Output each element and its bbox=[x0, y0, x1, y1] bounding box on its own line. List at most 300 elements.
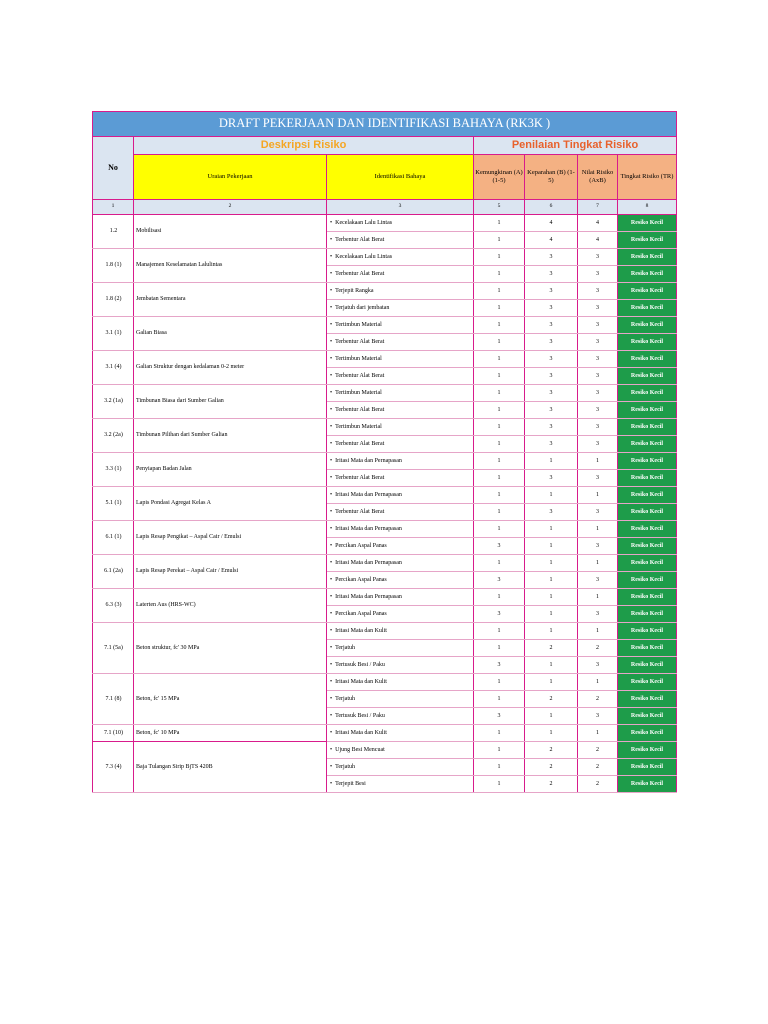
table-row bbox=[93, 351, 677, 368]
work-description: Jembatan Sementara bbox=[134, 283, 327, 317]
risk-value: 3 bbox=[578, 351, 618, 368]
severity-value: 3 bbox=[525, 283, 578, 300]
bullet-icon: • bbox=[330, 406, 333, 413]
table-row bbox=[93, 419, 677, 436]
likelihood-value: 1 bbox=[474, 283, 525, 300]
severity-value: 3 bbox=[525, 385, 578, 402]
bullet-icon: • bbox=[330, 610, 333, 617]
risk-level-badge: Resiko Kecil bbox=[618, 334, 677, 351]
likelihood-value: 1 bbox=[474, 521, 525, 538]
likelihood-value: 1 bbox=[474, 351, 525, 368]
risk-value: 1 bbox=[578, 623, 618, 640]
risk-level-badge: Resiko Kecil bbox=[618, 640, 677, 657]
likelihood-value: 1 bbox=[474, 368, 525, 385]
header-kemungkinan: Kemungkinan (A) (1-5) bbox=[474, 155, 525, 200]
work-description: Lapis Resap Pengikat – Aspal Cair / Emulsi bbox=[134, 521, 327, 555]
hazard-cell bbox=[327, 504, 474, 521]
likelihood-value: 3 bbox=[474, 708, 525, 725]
work-description: Baja Tulangan Sirip BjTS 420B bbox=[134, 742, 327, 793]
risk-level-badge: Resiko Kecil bbox=[618, 317, 677, 334]
severity-value: 3 bbox=[525, 334, 578, 351]
severity-value: 1 bbox=[525, 708, 578, 725]
item-code: 1.8 (1) bbox=[93, 249, 134, 283]
bullet-icon: • bbox=[330, 270, 333, 277]
bullet-icon: • bbox=[330, 559, 333, 566]
hazard-label: Terjepit Rangka bbox=[335, 287, 374, 294]
severity-value: 2 bbox=[525, 691, 578, 708]
risk-value: 1 bbox=[578, 589, 618, 606]
item-code: 6.1 (1) bbox=[93, 521, 134, 555]
bullet-icon: • bbox=[330, 423, 333, 430]
risk-value: 1 bbox=[578, 725, 618, 742]
likelihood-value: 1 bbox=[474, 759, 525, 776]
hazard-cell bbox=[327, 215, 474, 232]
hazard-cell bbox=[327, 317, 474, 334]
hazard-cell bbox=[327, 759, 474, 776]
work-description: Beton struktur, fc' 30 MPa bbox=[134, 623, 327, 674]
item-code: 6.1 (2a) bbox=[93, 555, 134, 589]
bullet-icon: • bbox=[330, 525, 333, 532]
bullet-icon: • bbox=[330, 576, 333, 583]
severity-value: 3 bbox=[525, 470, 578, 487]
hazard-label: Tertimbun Material bbox=[335, 389, 382, 396]
table-row bbox=[93, 249, 677, 266]
severity-value: 1 bbox=[525, 623, 578, 640]
bullet-icon: • bbox=[330, 508, 333, 515]
bullet-icon: • bbox=[330, 746, 333, 753]
severity-value: 4 bbox=[525, 232, 578, 249]
risk-level-badge: Resiko Kecil bbox=[618, 657, 677, 674]
bullet-icon: • bbox=[330, 389, 333, 396]
work-description: Penyiapan Badan Jalan bbox=[134, 453, 327, 487]
hazard-cell bbox=[327, 436, 474, 453]
risk-value: 1 bbox=[578, 555, 618, 572]
hazard-label: Terbentur Alat Berat bbox=[335, 508, 385, 515]
work-description: Timbunan Biasa dari Sumber Galian bbox=[134, 385, 327, 419]
severity-value: 2 bbox=[525, 776, 578, 793]
risk-level-badge: Resiko Kecil bbox=[618, 538, 677, 555]
severity-value: 1 bbox=[525, 589, 578, 606]
bullet-icon: • bbox=[330, 712, 333, 719]
hazard-cell bbox=[327, 351, 474, 368]
risk-value: 3 bbox=[578, 436, 618, 453]
hazard-cell bbox=[327, 300, 474, 317]
table-row bbox=[93, 725, 677, 742]
hazard-label: Iritasi Mata dan Pernapasan bbox=[335, 559, 402, 566]
severity-value: 1 bbox=[525, 555, 578, 572]
risk-level-badge: Resiko Kecil bbox=[618, 351, 677, 368]
risk-value: 3 bbox=[578, 504, 618, 521]
item-code: 3.3 (1) bbox=[93, 453, 134, 487]
hazard-cell bbox=[327, 487, 474, 504]
bullet-icon: • bbox=[330, 457, 333, 464]
header-uraian: Uraian Pekerjaan bbox=[134, 155, 327, 200]
risk-value: 1 bbox=[578, 487, 618, 504]
hazard-label: Terbentur Alat Berat bbox=[335, 270, 385, 277]
bullet-icon: • bbox=[330, 287, 333, 294]
bullet-icon: • bbox=[330, 542, 333, 549]
work-description: Galian Struktur dengan kedalaman 0-2 meter bbox=[134, 351, 327, 385]
bullet-icon: • bbox=[330, 780, 333, 787]
risk-value: 3 bbox=[578, 470, 618, 487]
risk-value: 3 bbox=[578, 385, 618, 402]
severity-value: 1 bbox=[525, 538, 578, 555]
risk-value: 3 bbox=[578, 572, 618, 589]
severity-value: 2 bbox=[525, 742, 578, 759]
hazard-cell bbox=[327, 470, 474, 487]
hazard-label: Terjatuh bbox=[335, 763, 356, 770]
hazard-cell bbox=[327, 555, 474, 572]
likelihood-value: 1 bbox=[474, 674, 525, 691]
header-keparahan: Keparahan (B) (1-5) bbox=[525, 155, 578, 200]
severity-value: 1 bbox=[525, 521, 578, 538]
risk-level-badge: Resiko Kecil bbox=[618, 742, 677, 759]
bullet-icon: • bbox=[330, 695, 333, 702]
hazard-cell bbox=[327, 606, 474, 623]
severity-value: 3 bbox=[525, 351, 578, 368]
item-code: 5.1 (1) bbox=[93, 487, 134, 521]
table-row bbox=[93, 674, 677, 691]
severity-value: 3 bbox=[525, 504, 578, 521]
bullet-icon: • bbox=[330, 644, 333, 651]
risk-level-badge: Resiko Kecil bbox=[618, 470, 677, 487]
likelihood-value: 1 bbox=[474, 317, 525, 334]
severity-value: 1 bbox=[525, 725, 578, 742]
likelihood-value: 1 bbox=[474, 623, 525, 640]
table-row bbox=[93, 521, 677, 538]
hazard-cell bbox=[327, 640, 474, 657]
risk-value: 3 bbox=[578, 657, 618, 674]
severity-value: 3 bbox=[525, 402, 578, 419]
column-index: 3 bbox=[327, 200, 474, 215]
hazard-cell bbox=[327, 249, 474, 266]
hazard-cell bbox=[327, 742, 474, 759]
hazard-label: Kecelakaan Lalu Lintas bbox=[335, 219, 393, 226]
likelihood-value: 3 bbox=[474, 538, 525, 555]
hazard-label: Iritasi Mata dan Pernapasan bbox=[335, 525, 402, 532]
risk-value: 4 bbox=[578, 232, 618, 249]
likelihood-value: 1 bbox=[474, 725, 525, 742]
risk-value: 2 bbox=[578, 759, 618, 776]
hazard-label: Tertimbun Material bbox=[335, 423, 382, 430]
risk-level-badge: Resiko Kecil bbox=[618, 759, 677, 776]
risk-level-badge: Resiko Kecil bbox=[618, 572, 677, 589]
likelihood-value: 1 bbox=[474, 691, 525, 708]
hazard-label: Terjatuh dari jembatan bbox=[335, 304, 390, 311]
likelihood-value: 1 bbox=[474, 470, 525, 487]
hazard-cell bbox=[327, 623, 474, 640]
work-description: Lapis Pondasi Agregat Kelas A bbox=[134, 487, 327, 521]
severity-value: 1 bbox=[525, 674, 578, 691]
risk-level-badge: Resiko Kecil bbox=[618, 504, 677, 521]
hazard-cell bbox=[327, 725, 474, 742]
risk-level-badge: Resiko Kecil bbox=[618, 708, 677, 725]
bullet-icon: • bbox=[330, 491, 333, 498]
table-row bbox=[93, 742, 677, 759]
likelihood-value: 3 bbox=[474, 572, 525, 589]
severity-value: 3 bbox=[525, 419, 578, 436]
table-row bbox=[93, 385, 677, 402]
bullet-icon: • bbox=[330, 338, 333, 345]
hazard-label: Terbentur Alat Berat bbox=[335, 338, 385, 345]
bullet-icon: • bbox=[330, 219, 333, 226]
work-description: Galian Biasa bbox=[134, 317, 327, 351]
risk-level-badge: Resiko Kecil bbox=[618, 776, 677, 793]
hazard-label: Percikan Aspal Panas bbox=[335, 542, 387, 549]
column-index: 5 bbox=[474, 200, 525, 215]
severity-value: 3 bbox=[525, 436, 578, 453]
risk-level-badge: Resiko Kecil bbox=[618, 521, 677, 538]
hazard-label: Terbentur Alat Berat bbox=[335, 474, 385, 481]
hazard-cell bbox=[327, 589, 474, 606]
hazard-label: Kecelakaan Lalu Lintas bbox=[335, 253, 393, 260]
hazard-label: Terjepit Besi bbox=[335, 780, 366, 787]
hazard-cell bbox=[327, 521, 474, 538]
risk-value: 3 bbox=[578, 708, 618, 725]
hazard-cell bbox=[327, 266, 474, 283]
likelihood-value: 1 bbox=[474, 266, 525, 283]
hazard-cell bbox=[327, 368, 474, 385]
table-title: DRAFT PEKERJAAN DAN IDENTIFIKASI BAHAYA (RK3K ) bbox=[93, 112, 677, 137]
risk-level-badge: Resiko Kecil bbox=[618, 555, 677, 572]
hazard-label: Terbentur Alat Berat bbox=[335, 372, 385, 379]
work-description: Lapis Resap Perekat – Aspal Cair / Emulsi bbox=[134, 555, 327, 589]
risk-level-badge: Resiko Kecil bbox=[618, 385, 677, 402]
severity-value: 2 bbox=[525, 640, 578, 657]
hazard-label: Tertusuk Besi / Paku bbox=[335, 712, 385, 719]
item-code: 7.1 (8) bbox=[93, 674, 134, 725]
risk-value: 3 bbox=[578, 538, 618, 555]
hazard-label: Tertusuk Besi / Paku bbox=[335, 661, 385, 668]
work-description: Timbunan Pilihan dari Sumber Galian bbox=[134, 419, 327, 453]
bullet-icon: • bbox=[330, 678, 333, 685]
hazard-label: Terjatuh bbox=[335, 644, 356, 651]
risk-level-badge: Resiko Kecil bbox=[618, 691, 677, 708]
likelihood-value: 1 bbox=[474, 640, 525, 657]
work-description: Beton, fc' 15 MPa bbox=[134, 674, 327, 725]
hazard-cell bbox=[327, 708, 474, 725]
work-description: Laterten Aus (HRS-WC) bbox=[134, 589, 327, 623]
item-code: 7.1 (5a) bbox=[93, 623, 134, 674]
column-index: 7 bbox=[578, 200, 618, 215]
column-index: 8 bbox=[618, 200, 677, 215]
risk-value: 3 bbox=[578, 419, 618, 436]
bullet-icon: • bbox=[330, 372, 333, 379]
bullet-icon: • bbox=[330, 321, 333, 328]
header-deskripsi: Deskripsi Risiko bbox=[134, 137, 474, 155]
risk-value: 3 bbox=[578, 606, 618, 623]
hazard-label: Iritasi Mata dan Kulit bbox=[335, 729, 387, 736]
likelihood-value: 1 bbox=[474, 419, 525, 436]
hazard-label: Percikan Aspal Panas bbox=[335, 610, 387, 617]
hazard-label: Ujung Besi Mencuat bbox=[335, 746, 385, 753]
header-tingkat-risiko: Tingkat Risiko (TR) bbox=[618, 155, 677, 200]
likelihood-value: 1 bbox=[474, 504, 525, 521]
header-identifikasi: Identifikasi Bahaya bbox=[327, 155, 474, 200]
likelihood-value: 1 bbox=[474, 742, 525, 759]
column-index: 6 bbox=[525, 200, 578, 215]
severity-value: 4 bbox=[525, 215, 578, 232]
hazard-label: Terbentur Alat Berat bbox=[335, 440, 385, 447]
likelihood-value: 1 bbox=[474, 402, 525, 419]
risk-level-badge: Resiko Kecil bbox=[618, 266, 677, 283]
hazard-label: Iritasi Mata dan Kulit bbox=[335, 627, 387, 634]
hazard-label: Iritasi Mata dan Pernapasan bbox=[335, 593, 402, 600]
table-row bbox=[93, 555, 677, 572]
risk-level-badge: Resiko Kecil bbox=[618, 368, 677, 385]
likelihood-value: 3 bbox=[474, 657, 525, 674]
work-description: Mobilisasi bbox=[134, 215, 327, 249]
risk-value: 1 bbox=[578, 674, 618, 691]
likelihood-value: 1 bbox=[474, 589, 525, 606]
severity-value: 1 bbox=[525, 453, 578, 470]
hazard-cell bbox=[327, 691, 474, 708]
severity-value: 3 bbox=[525, 317, 578, 334]
table-row bbox=[93, 317, 677, 334]
risk-level-badge: Resiko Kecil bbox=[618, 436, 677, 453]
column-index: 1 bbox=[93, 200, 134, 215]
likelihood-value: 1 bbox=[474, 436, 525, 453]
likelihood-value: 1 bbox=[474, 487, 525, 504]
severity-value: 1 bbox=[525, 606, 578, 623]
risk-value: 3 bbox=[578, 317, 618, 334]
table-row bbox=[93, 283, 677, 300]
severity-value: 3 bbox=[525, 300, 578, 317]
severity-value: 1 bbox=[525, 657, 578, 674]
hazard-cell bbox=[327, 538, 474, 555]
bullet-icon: • bbox=[330, 661, 333, 668]
risk-level-badge: Resiko Kecil bbox=[618, 725, 677, 742]
table-row bbox=[93, 215, 677, 232]
risk-level-badge: Resiko Kecil bbox=[618, 623, 677, 640]
table-row bbox=[93, 589, 677, 606]
risk-value: 3 bbox=[578, 283, 618, 300]
item-code: 3.2 (1a) bbox=[93, 385, 134, 419]
hazard-label: Terjatuh bbox=[335, 695, 356, 702]
column-index: 2 bbox=[134, 200, 327, 215]
table-row bbox=[93, 453, 677, 470]
likelihood-value: 1 bbox=[474, 334, 525, 351]
hazard-label: Percikan Aspal Panas bbox=[335, 576, 387, 583]
bullet-icon: • bbox=[330, 474, 333, 481]
hazard-label: Tertimbun Material bbox=[335, 321, 382, 328]
severity-value: 2 bbox=[525, 759, 578, 776]
risk-table bbox=[92, 111, 677, 793]
severity-value: 3 bbox=[525, 266, 578, 283]
bullet-icon: • bbox=[330, 236, 333, 243]
hazard-label: Terbentur Alat Berat bbox=[335, 406, 385, 413]
risk-value: 3 bbox=[578, 249, 618, 266]
risk-value: 3 bbox=[578, 300, 618, 317]
table-body bbox=[93, 215, 677, 793]
table-row bbox=[93, 487, 677, 504]
bullet-icon: • bbox=[330, 304, 333, 311]
hazard-cell bbox=[327, 674, 474, 691]
hazard-cell bbox=[327, 232, 474, 249]
item-code: 1.8 (2) bbox=[93, 283, 134, 317]
risk-value: 3 bbox=[578, 334, 618, 351]
risk-level-badge: Resiko Kecil bbox=[618, 453, 677, 470]
likelihood-value: 1 bbox=[474, 453, 525, 470]
likelihood-value: 1 bbox=[474, 249, 525, 266]
hazard-cell bbox=[327, 283, 474, 300]
hazard-label: Terbentur Alat Berat bbox=[335, 236, 385, 243]
risk-value: 4 bbox=[578, 215, 618, 232]
risk-level-badge: Resiko Kecil bbox=[618, 589, 677, 606]
risk-value: 3 bbox=[578, 266, 618, 283]
hazard-cell bbox=[327, 657, 474, 674]
bullet-icon: • bbox=[330, 253, 333, 260]
severity-value: 3 bbox=[525, 368, 578, 385]
table-row bbox=[93, 623, 677, 640]
item-code: 3.1 (1) bbox=[93, 317, 134, 351]
hazard-cell bbox=[327, 419, 474, 436]
risk-level-badge: Resiko Kecil bbox=[618, 419, 677, 436]
hazard-cell bbox=[327, 776, 474, 793]
hazard-cell bbox=[327, 334, 474, 351]
hazard-label: Iritasi Mata dan Pernapasan bbox=[335, 491, 402, 498]
item-code: 3.2 (2a) bbox=[93, 419, 134, 453]
bullet-icon: • bbox=[330, 627, 333, 634]
hazard-cell bbox=[327, 402, 474, 419]
risk-value: 3 bbox=[578, 402, 618, 419]
risk-level-badge: Resiko Kecil bbox=[618, 674, 677, 691]
likelihood-value: 1 bbox=[474, 776, 525, 793]
bullet-icon: • bbox=[330, 593, 333, 600]
bullet-icon: • bbox=[330, 440, 333, 447]
severity-value: 3 bbox=[525, 249, 578, 266]
risk-level-badge: Resiko Kecil bbox=[618, 402, 677, 419]
likelihood-value: 1 bbox=[474, 300, 525, 317]
risk-level-badge: Resiko Kecil bbox=[618, 215, 677, 232]
item-code: 7.1 (10) bbox=[93, 725, 134, 742]
header-penilaian: Penilaian Tingkat Risiko bbox=[474, 137, 677, 155]
hazard-cell bbox=[327, 453, 474, 470]
risk-value: 2 bbox=[578, 640, 618, 657]
bullet-icon: • bbox=[330, 729, 333, 736]
risk-value: 3 bbox=[578, 368, 618, 385]
hazard-cell bbox=[327, 572, 474, 589]
work-description: Manajemen Keselamatan Lalulintas bbox=[134, 249, 327, 283]
severity-value: 1 bbox=[525, 572, 578, 589]
likelihood-value: 3 bbox=[474, 606, 525, 623]
bullet-icon: • bbox=[330, 763, 333, 770]
hazard-cell bbox=[327, 385, 474, 402]
risk-level-badge: Resiko Kecil bbox=[618, 606, 677, 623]
item-code: 7.3 (4) bbox=[93, 742, 134, 793]
risk-value: 1 bbox=[578, 453, 618, 470]
item-code: 1.2 bbox=[93, 215, 134, 249]
header-nilai-risiko: Nilai Risiko (AxB) bbox=[578, 155, 618, 200]
likelihood-value: 1 bbox=[474, 555, 525, 572]
hazard-label: Tertimbun Material bbox=[335, 355, 382, 362]
risk-level-badge: Resiko Kecil bbox=[618, 283, 677, 300]
likelihood-value: 1 bbox=[474, 232, 525, 249]
hazard-label: Iritasi Mata dan Pernapasan bbox=[335, 457, 402, 464]
risk-value: 2 bbox=[578, 691, 618, 708]
severity-value: 1 bbox=[525, 487, 578, 504]
risk-value: 2 bbox=[578, 776, 618, 793]
risk-level-badge: Resiko Kecil bbox=[618, 249, 677, 266]
risk-level-badge: Resiko Kecil bbox=[618, 232, 677, 249]
column-index-row bbox=[93, 200, 677, 215]
risk-level-badge: Resiko Kecil bbox=[618, 487, 677, 504]
hazard-label: Iritasi Mata dan Kulit bbox=[335, 678, 387, 685]
risk-value: 2 bbox=[578, 742, 618, 759]
risk-level-badge: Resiko Kecil bbox=[618, 300, 677, 317]
likelihood-value: 1 bbox=[474, 215, 525, 232]
header-no: No bbox=[93, 137, 134, 200]
